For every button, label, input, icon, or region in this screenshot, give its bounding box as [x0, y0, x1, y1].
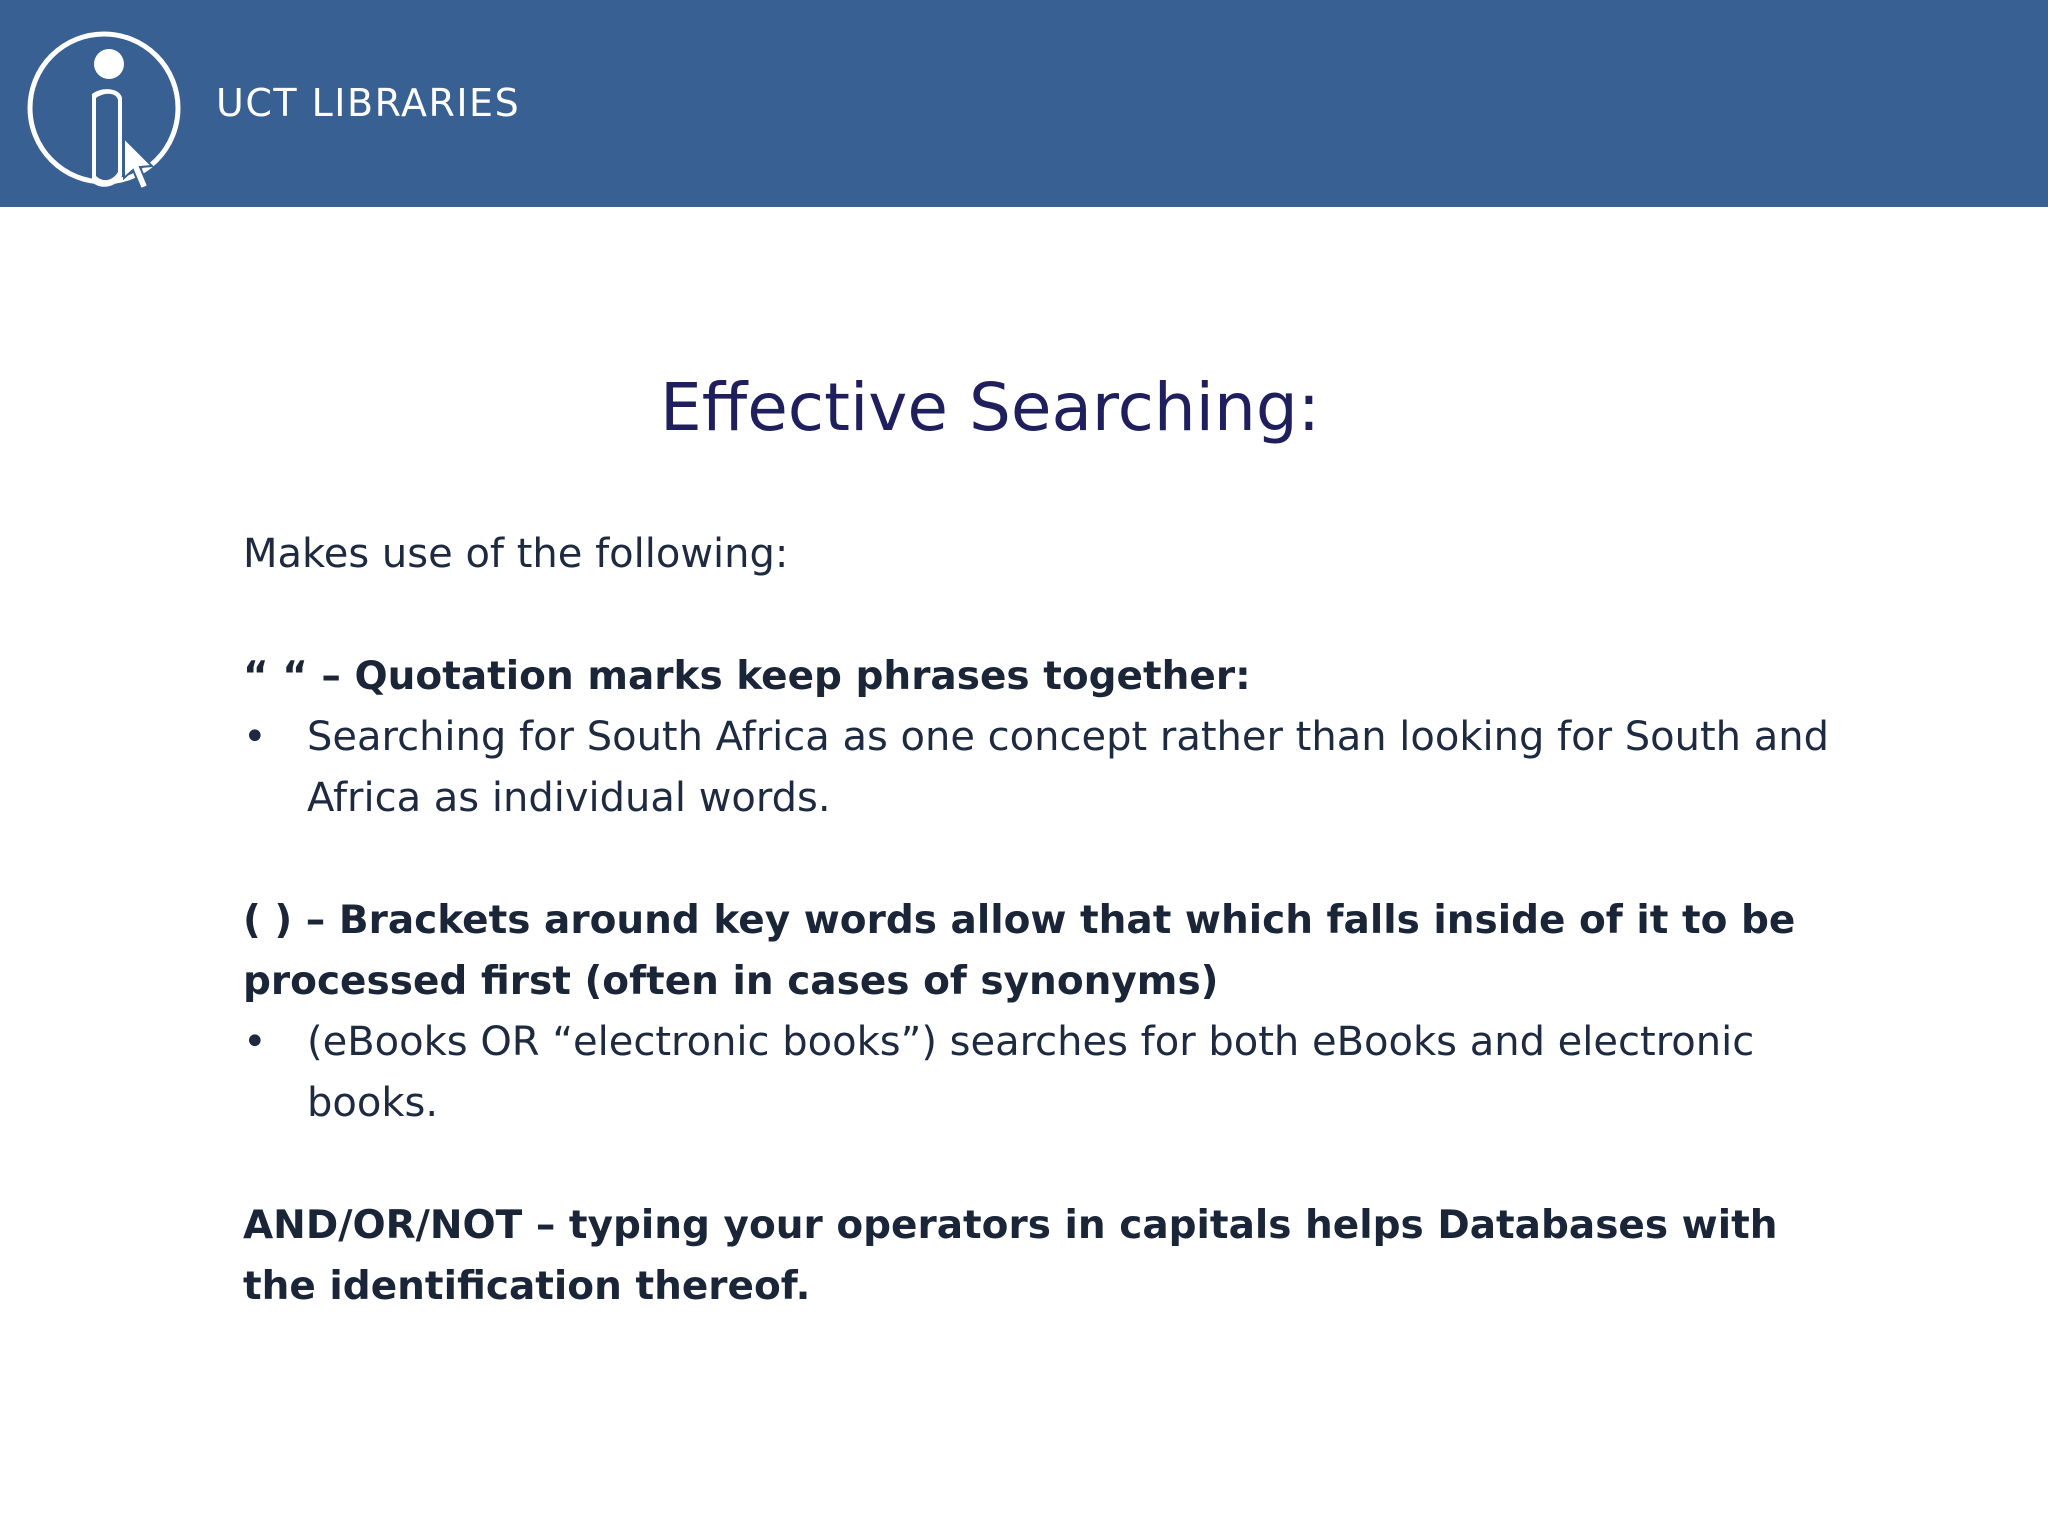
header-bar — [0, 0, 2048, 207]
library-info-icon — [24, 26, 194, 204]
intro-text: Makes use of the following: — [243, 531, 789, 577]
bullet-item — [243, 707, 1843, 829]
slide-title: Effective Searching: — [660, 369, 1320, 446]
boolean-operators-heading: AND/OR/NOT – typing your operators in capitals helps Databases with the identification thereof. — [243, 1203, 1778, 1309]
bullet-dot: • — [243, 1019, 267, 1065]
quotation-marks-heading: “ “ – Quotation marks keep phrases together: — [243, 654, 1251, 699]
bullet-text: Searching for South Africa as one concept rather than looking for South and Africa as individual words. — [307, 714, 1829, 821]
bullet-item — [243, 1012, 1843, 1134]
brackets-heading: ( ) – Brackets around key words allow that which falls inside of it to be processed first (often in cases of synonyms) — [243, 898, 1796, 1004]
bullet-text: (eBooks OR “electronic books”) searches for both eBooks and electronic books. — [307, 1019, 1755, 1126]
bullet-dot: • — [243, 714, 267, 760]
brand-name: UCT LIBRARIES — [216, 81, 521, 125]
slide-body — [243, 524, 1843, 1317]
